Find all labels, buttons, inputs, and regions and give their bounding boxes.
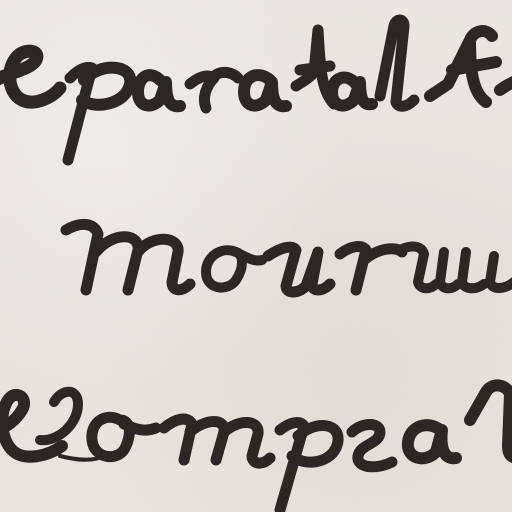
ink-line-2 xyxy=(66,224,512,292)
ink-line-1 xyxy=(0,20,512,160)
ink-line-3 xyxy=(0,385,512,510)
